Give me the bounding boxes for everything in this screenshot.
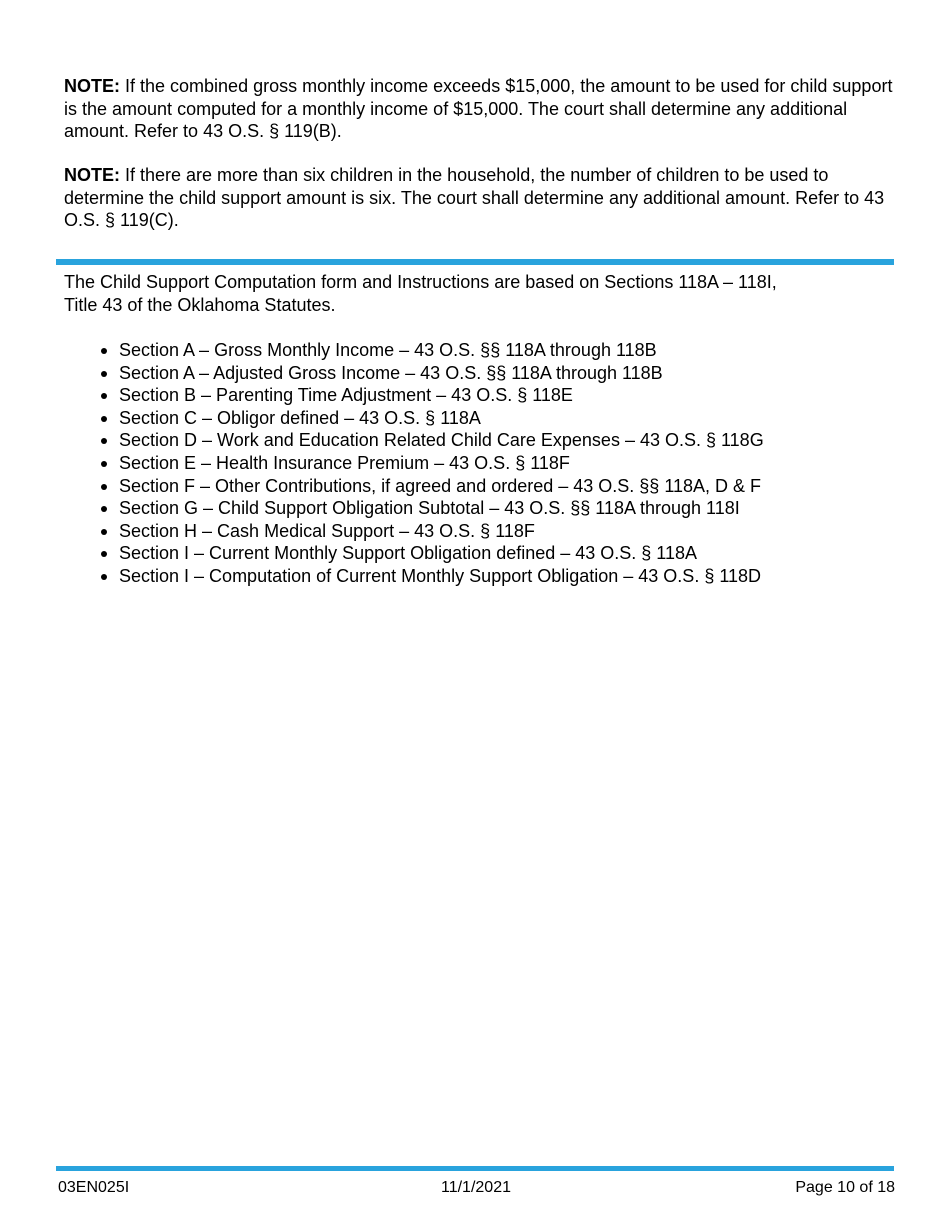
section-divider (56, 259, 894, 265)
bullet-icon (101, 416, 107, 422)
list-item-text: Section A – Adjusted Gross Income – 43 O.S. §§ 118A through 118B (119, 362, 663, 383)
note-children-cap (64, 164, 894, 232)
list-item-text: Section G – Child Support Obligation Subtotal – 43 O.S. §§ 118A through 118I (119, 498, 740, 519)
list-item-text: Section F – Other Contributions, if agreed and ordered – 43 O.S. §§ 118A, D & F (119, 475, 762, 496)
note-text: If there are more than six children in the household, the number of children to be used to determine the child support amount is six. The court shall determine any additional amount. Refer to 43 O.S. § 119(C). (64, 165, 885, 230)
list-item-text: Section C – Obligor defined – 43 O.S. § 118A (119, 407, 481, 428)
bullet-icon (101, 461, 107, 467)
bullet-icon (101, 506, 107, 512)
bullet-icon (101, 371, 107, 377)
intro-paragraph: The Child Support Computation form and Instructions are based on Sections 118A – 118I, Title 43 of the Oklahoma Statutes. (64, 272, 777, 315)
list-item (98, 407, 764, 430)
bullet-icon (101, 529, 107, 535)
bullet-icon (101, 574, 107, 580)
list-item-text: Section I – Computation of Current Monthly Support Obligation – 43 O.S. § 118D (119, 565, 762, 586)
list-item (98, 565, 764, 588)
list-item (98, 429, 764, 452)
note-label: NOTE: (64, 76, 120, 96)
note-text: If the combined gross monthly income exceeds $15,000, the amount to be used for child support is the amount computed for a monthly income of $15,000. The court shall determine any additional amount. Refer to 43 O.S. § 119(B). (64, 76, 893, 141)
footer-date: 11/1/2021 (441, 1179, 511, 1196)
list-item (98, 475, 764, 498)
list-item-text: Section B – Parenting Time Adjustment – 43 O.S. § 118E (119, 385, 573, 406)
footer-page-number: Page 10 of 18 (795, 1179, 895, 1196)
list-item (98, 520, 764, 543)
bullet-icon (101, 551, 107, 557)
note-income-cap (64, 75, 894, 143)
bullet-icon (101, 438, 107, 444)
list-item-text: Section I – Current Monthly Support Obligation defined – 43 O.S. § 118A (119, 543, 698, 564)
bullet-icon (101, 393, 107, 399)
list-item-text: Section A – Gross Monthly Income – 43 O.S. §§ 118A through 118B (119, 340, 657, 360)
bullet-icon (101, 484, 107, 490)
list-item (98, 497, 764, 520)
note-label: NOTE: (64, 165, 120, 185)
list-item-text: Section H – Cash Medical Support – 43 O.S. § 118F (119, 520, 535, 541)
list-item (98, 339, 764, 362)
list-item (98, 384, 764, 407)
footer-form-number: 03EN025I (58, 1179, 130, 1196)
list-item (98, 542, 764, 565)
footer-divider (56, 1166, 894, 1171)
statute-sections-list (98, 339, 764, 588)
list-item-text: Section E – Health Insurance Premium – 43 O.S. § 118F (119, 452, 570, 473)
list-item-text: Section D – Work and Education Related Child Care Expenses – 43 O.S. § 118G (119, 430, 764, 451)
bullet-icon (101, 348, 107, 354)
list-item (98, 452, 764, 475)
list-item (98, 362, 764, 385)
